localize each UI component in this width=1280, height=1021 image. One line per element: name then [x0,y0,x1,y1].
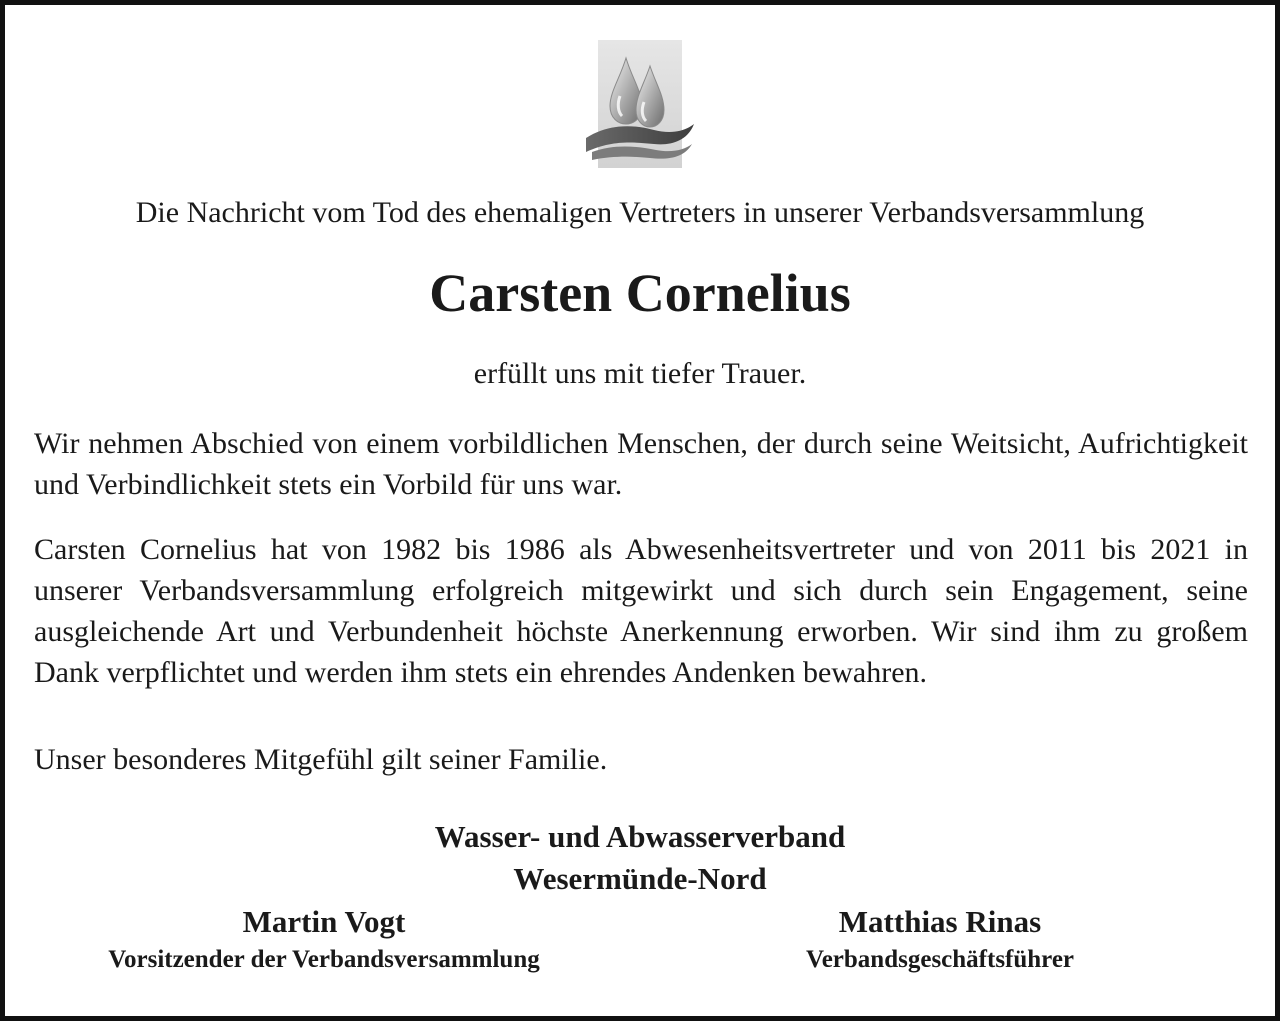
organization-name: Wasser- und Abwasserverband [434,819,846,854]
signatory-role-left: Vorsitzender der Verbandsversammlung [108,946,540,973]
intro-line: Die Nachricht vom Tod des ehemaligen Vertreters in unserer Verbandsversammlung [135,196,1145,229]
paragraph-farewell: Wir nehmen Abschied von einem vorbildlichen Menschen, der durch seine Weitsicht, Aufrichtigkeit und Verbindlichkeit stets ein Vorbild für uns war. [34,427,1248,501]
water-drops-logo-icon [584,40,696,168]
grief-line: erfüllt uns mit tiefer Trauer. [473,357,807,390]
organization-region: Wesermünde-Nord [513,861,767,896]
paragraph-condolence: Unser besonderes Mitgefühl gilt seiner Familie. [34,743,608,776]
deceased-name: Carsten Cornelius [429,263,851,323]
signatory-name-right: Matthias Rinas [838,904,1042,939]
paragraph-tenure: Carsten Cornelius hat von 1982 bis 1986 als Abwesenheitsvertreter und von 2011 bis 2021 in unserer Verbandsversammlung erfolgreich mitgewirkt und sich durch sein Engagement, seine ausgleichende Art und Verbundenheit höchste Anerkennung erworben. Wir sind ihm zu großem Dank verpflichtet und werden ihm stets ein ehrendes Andenken bewahren. [34,533,1248,689]
signatory-role-right: Verbandsgeschäftsführer [805,946,1075,973]
signatory-name-left: Martin Vogt [242,904,406,939]
